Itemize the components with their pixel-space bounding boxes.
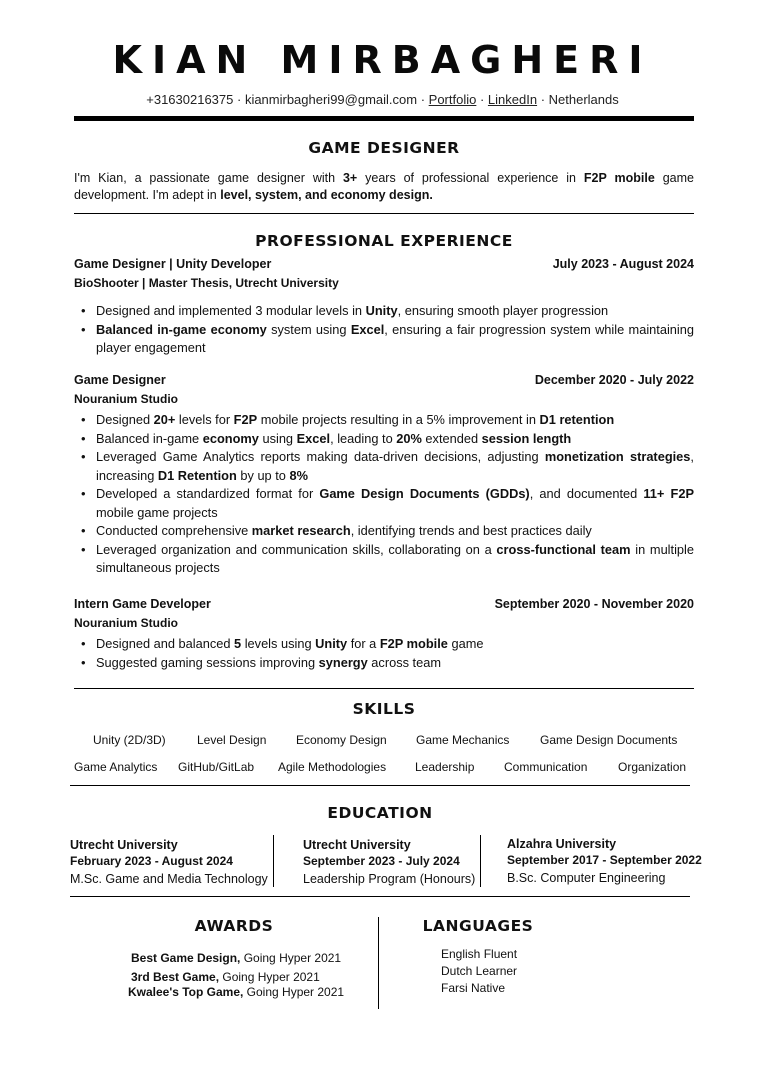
- list-item: • Developed a standardized format for Game Design Documents (GDDs), and documented 11+ F2P mobile game projects: [74, 485, 694, 522]
- skills-heading: SKILLS: [352, 700, 416, 718]
- section-divider: [74, 213, 694, 214]
- job-company: Nouranium Studio: [74, 616, 178, 630]
- experience-heading: PROFESSIONAL EXPERIENCE: [255, 232, 513, 250]
- skill-tag: Game Mechanics: [416, 733, 510, 747]
- email-address: kianmirbagheri99@gmail.com: [244, 92, 418, 107]
- list-item: • Suggested gaming sessions improving synergy across team: [74, 654, 694, 673]
- job-dates: July 2023 - August 2024: [552, 257, 694, 271]
- job-role: Game Designer | Unity Developer: [74, 257, 272, 271]
- award-item: [128, 985, 344, 999]
- award-item: [131, 970, 320, 984]
- award-name: Best Game Design,: [131, 951, 241, 965]
- skill-tag: Economy Design: [296, 733, 387, 747]
- skill-tag: Level Design: [197, 733, 267, 747]
- languages-heading: LANGUAGES: [422, 917, 534, 935]
- job-dates: December 2020 - July 2022: [534, 373, 694, 387]
- list-item: • Balanced in-game economy using Excel, leading to 20% extended session length: [74, 430, 694, 449]
- list-item: • Designed and balanced 5 levels using Unity for a F2P mobile game: [74, 635, 694, 654]
- job-bullets: [74, 302, 694, 358]
- phone-number: +31630216375: [146, 92, 234, 107]
- education-dates: September 2023 - July 2024: [303, 854, 460, 868]
- list-item: • Conducted comprehensive market research, identifying trends and best practices daily: [74, 522, 694, 541]
- list-item: • Designed and implemented 3 modular levels in Unity, ensuring smooth player progression: [74, 302, 694, 321]
- education-dates: February 2023 - August 2024: [70, 854, 233, 868]
- location: Netherlands: [548, 92, 619, 107]
- job-company: BioShooter | Master Thesis, Utrecht University: [74, 276, 339, 290]
- education-dates: September 2017 - September 2022: [507, 853, 702, 867]
- education-entry: [303, 838, 478, 886]
- school-name: Alzahra University: [507, 837, 617, 851]
- job-bullets: [74, 411, 694, 578]
- section-divider: [74, 688, 694, 689]
- summary-text: game development. I'm adept in: [74, 171, 694, 202]
- list-item: • Designed 20+ levels for F2P mobile projects resulting in a 5% improvement in D1 retention: [74, 411, 694, 430]
- job-role: Game Designer: [74, 373, 166, 387]
- skill-tag: Communication: [504, 760, 588, 774]
- column-divider: [273, 835, 274, 887]
- list-item: • Leveraged organization and communication skills, collaborating on a cross-functional team in multiple simultaneous projects: [74, 541, 694, 578]
- degree: B.Sc. Computer Engineering: [507, 871, 666, 885]
- skill-tag: Agile Methodologies: [278, 760, 387, 774]
- skill-tag: GitHub/GitLab: [178, 760, 255, 774]
- award-detail: Going Hyper 2021: [240, 951, 342, 965]
- skill-tag: Game Design Documents: [540, 733, 678, 747]
- job-dates: September 2020 - November 2020: [494, 597, 694, 611]
- language-item: Farsi Native: [441, 981, 506, 995]
- school-name: Utrecht University: [303, 838, 411, 852]
- education-heading: EDUCATION: [327, 804, 433, 822]
- portfolio-link[interactable]: Portfolio: [428, 92, 477, 107]
- summary-emphasis: 3+: [342, 171, 358, 185]
- skill-tag: Leadership: [415, 760, 475, 774]
- column-divider: [480, 835, 481, 887]
- awards-heading: AWARDS: [194, 917, 274, 935]
- separator: ·: [233, 92, 245, 107]
- section-divider: [70, 896, 690, 897]
- award-name: Kwalee's Top Game,: [128, 985, 244, 999]
- award-item: [131, 951, 341, 965]
- section-divider: [70, 785, 690, 786]
- degree: Leadership Program (Honours): [303, 872, 476, 886]
- separator: ·: [537, 92, 549, 107]
- skill-tag: Organization: [618, 760, 687, 774]
- job-role: Intern Game Developer: [74, 597, 211, 611]
- award-name: 3rd Best Game,: [131, 970, 220, 984]
- separator: ·: [476, 92, 488, 107]
- job-company: Nouranium Studio: [74, 392, 178, 406]
- candidate-name: KIAN MIRBAGHERI: [112, 38, 653, 82]
- skill-tag: Game Analytics: [74, 760, 158, 774]
- separator: ·: [417, 92, 429, 107]
- summary-emphasis: level, system, and economy design.: [220, 188, 433, 202]
- list-item: • Balanced in-game economy system using Excel, ensuring a fair progression system while maintaining player engagement: [74, 321, 694, 358]
- summary-emphasis: F2P mobile: [583, 171, 655, 185]
- language-item: English Fluent: [441, 947, 518, 961]
- summary-text: I'm Kian, a passionate game designer with: [74, 171, 343, 185]
- summary-text: years of professional experience in: [357, 171, 584, 185]
- education-entry: [70, 838, 270, 886]
- education-entry: [507, 837, 707, 885]
- language-item: Dutch Learner: [441, 964, 518, 978]
- summary-heading: GAME DESIGNER: [308, 139, 460, 157]
- header-divider: [74, 116, 694, 121]
- school-name: Utrecht University: [70, 838, 178, 852]
- award-detail: Going Hyper 2021: [219, 970, 320, 984]
- award-detail: Going Hyper 2021: [243, 985, 345, 999]
- job-bullets: [74, 635, 694, 672]
- skill-tag: Unity (2D/3D): [93, 733, 166, 747]
- summary-paragraph: [74, 170, 694, 204]
- list-item: • Leveraged Game Analytics reports making data-driven decisions, adjusting monetization strategies, increasing D1 Retention by up to 8%: [74, 448, 694, 485]
- degree: M.Sc. Game and Media Technology: [70, 872, 268, 886]
- linkedin-link[interactable]: LinkedIn: [487, 92, 538, 107]
- contact-line: [0, 92, 765, 107]
